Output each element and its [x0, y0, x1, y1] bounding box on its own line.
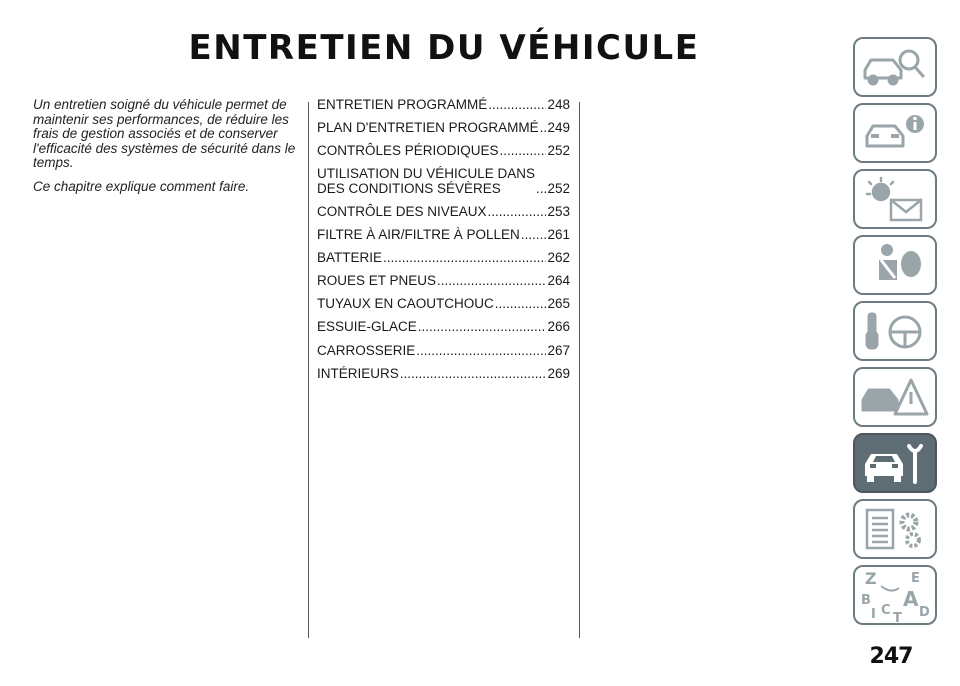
- toc-leader: [536, 182, 546, 197]
- toc-entry[interactable]: [317, 121, 570, 136]
- toc-entry[interactable]: [317, 320, 570, 335]
- list-gears-icon: [857, 502, 933, 556]
- toc-entry-title: UTILISATION DU VÉHICULE DANS DES CONDITIONS SÉVÈRES: [317, 166, 536, 196]
- toc-entry[interactable]: [317, 344, 570, 359]
- chapter-tab-starting-driving[interactable]: [853, 301, 937, 361]
- toc-leader: [495, 297, 547, 312]
- svg-text:I: I: [871, 607, 876, 622]
- chapter-tab-index[interactable]: [853, 565, 937, 625]
- table-of-contents: [317, 98, 570, 390]
- toc-entry-title: INTÉRIEURS: [317, 365, 399, 381]
- intro-paragraph: Ce chapitre explique comment faire.: [33, 178, 250, 194]
- toc-entry[interactable]: [317, 98, 570, 113]
- seatbelt-airbag-icon: [857, 238, 933, 292]
- toc-entry-page: 269: [547, 365, 570, 381]
- toc-entry-title: BATTERIE: [317, 250, 383, 266]
- toc-entry-page: 266: [547, 319, 570, 335]
- toc-entry[interactable]: [317, 228, 570, 243]
- toc-entry-page: 264: [547, 273, 570, 289]
- toc-leader: [416, 344, 546, 359]
- toc-entry-page: 249: [547, 120, 570, 136]
- toc-entry-title: TUYAUX EN CAOUTCHOUC: [317, 296, 494, 312]
- svg-text:C: C: [881, 603, 891, 618]
- warning-light-envelope-icon: [857, 172, 933, 226]
- page-title: ENTRETIEN DU VÉHICULE: [188, 28, 700, 68]
- svg-text:Z: Z: [865, 569, 877, 588]
- toc-leader: [540, 121, 547, 136]
- toc-entry[interactable]: [317, 205, 570, 220]
- toc-entry-title: ROUES ET PNEUS: [317, 273, 437, 289]
- svg-text:E: E: [911, 571, 920, 586]
- chapter-tab-warning-lights[interactable]: [853, 169, 937, 229]
- car-wrench-icon: [857, 436, 933, 490]
- toc-entry[interactable]: [317, 251, 570, 266]
- toc-entry-title: CONTRÔLE DES NIVEAUX: [317, 203, 487, 219]
- chapter-tab-technical-data[interactable]: [853, 499, 937, 559]
- chapter-tab-vehicle-overview[interactable]: [853, 37, 937, 97]
- chapter-tab-emergency[interactable]: [853, 367, 937, 427]
- toc-leader: [488, 98, 546, 113]
- toc-entry[interactable]: [317, 367, 570, 382]
- alphabetical-index-icon: [857, 568, 933, 622]
- svg-text:B: B: [861, 593, 871, 608]
- key-steering-wheel-icon: [857, 304, 933, 358]
- toc-leader: [521, 228, 547, 243]
- toc-entry[interactable]: [317, 274, 570, 289]
- toc-entry[interactable]: [317, 167, 570, 196]
- chapter-tab-maintenance[interactable]: [853, 433, 937, 493]
- chapter-tab-safety[interactable]: [853, 235, 937, 295]
- chapter-tab-vehicle-info[interactable]: [853, 103, 937, 163]
- toc-entry[interactable]: [317, 297, 570, 312]
- svg-text:D: D: [919, 605, 930, 620]
- intro-text: [33, 98, 301, 204]
- svg-text:T: T: [893, 611, 902, 622]
- intro-paragraph: Un entretien soigné du véhicule permet de maintenir ses performances, de réduire les frais de gestion associés et de conserver l'efficacité des systèmes de sécurité dans le temps.: [33, 97, 296, 171]
- toc-entry-title: PLAN D'ENTRETIEN PROGRAMMÉ: [317, 120, 539, 136]
- toc-entry-title: FILTRE À AIR/FILTRE À POLLEN: [317, 227, 520, 243]
- toc-leader: [400, 367, 547, 382]
- toc-leader: [488, 205, 547, 220]
- toc-entry-page: 253: [547, 203, 570, 219]
- toc-entry-title: ENTRETIEN PROGRAMMÉ: [317, 97, 488, 112]
- toc-entry-page: 252: [547, 180, 570, 196]
- toc-entry-title: CARROSSERIE: [317, 342, 416, 358]
- toc-entry-title: CONTRÔLES PÉRIODIQUES: [317, 143, 499, 159]
- toc-entry-page: 267: [547, 342, 570, 358]
- page-number: 247: [869, 644, 913, 669]
- toc-entry-page: 248: [547, 97, 570, 112]
- svg-text:A: A: [903, 587, 919, 611]
- toc-leader: [500, 144, 547, 159]
- chapter-tabs: [853, 37, 943, 631]
- toc-leader: [383, 251, 546, 266]
- column-divider: [308, 102, 309, 638]
- toc-entry[interactable]: [317, 144, 570, 159]
- toc-leader: [437, 274, 546, 289]
- toc-entry-title: ESSUIE-GLACE: [317, 319, 417, 335]
- column-divider: [579, 102, 580, 638]
- car-magnifier-icon: [857, 40, 933, 94]
- toc-entry-page: 252: [547, 143, 570, 159]
- toc-entry-page: 262: [547, 250, 570, 266]
- toc-leader: [418, 320, 547, 335]
- toc-entry-page: 265: [547, 296, 570, 312]
- toc-entry-page: 261: [547, 227, 570, 243]
- car-info-icon: [857, 106, 933, 160]
- car-warning-triangle-icon: [857, 370, 933, 424]
